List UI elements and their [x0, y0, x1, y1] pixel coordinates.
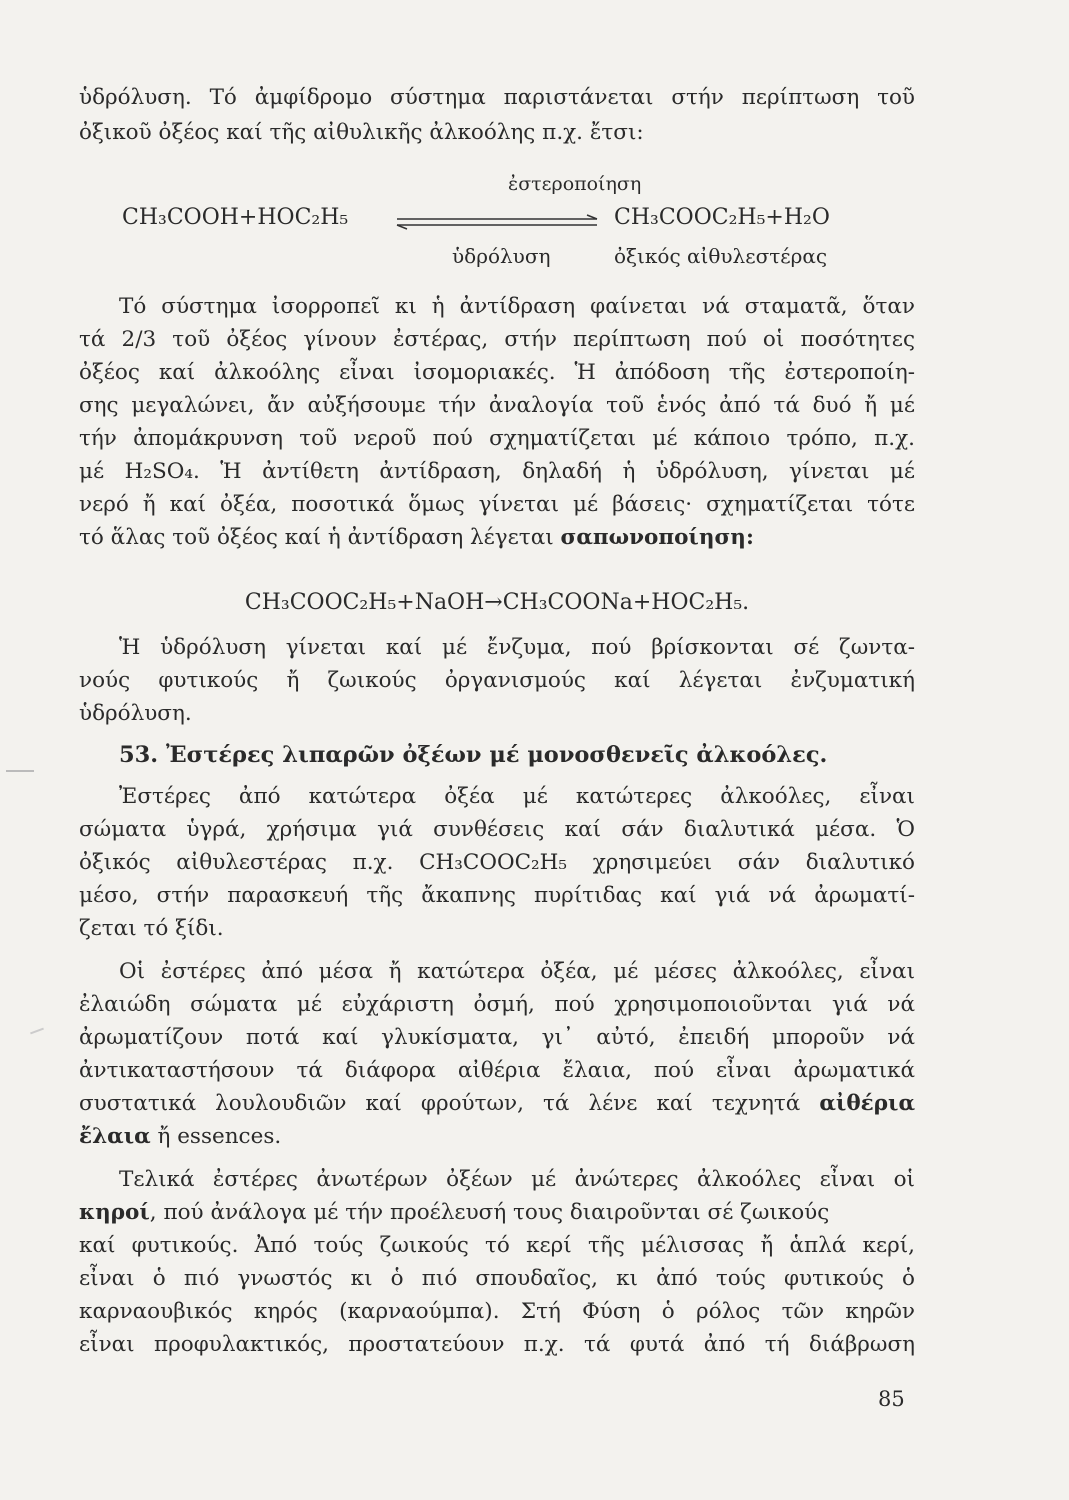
text-line — [79, 1122, 915, 1152]
margin-mark — [30, 1028, 44, 1035]
text-line: Οἱ ἐστέρες ἀπό μέσα ἤ κατώτερα ὀξέα, μέ μέσες ἀλκοόλες, εἶναι — [119, 959, 915, 984]
equilibrium-arrows-icon — [393, 214, 601, 230]
text-line — [79, 1089, 915, 1119]
text-line: εἶναι προφυλακτικός, προστατεύουν π.χ. τά φυτά ἀπό τή διάβρωση — [79, 1332, 915, 1357]
margin-mark — [6, 770, 34, 772]
text-line: Τό σύστημα ἰσορροπεῖ κι ἡ ἀντίδραση φαίνεται νά σταματᾶ, ὅταν — [119, 294, 915, 319]
text-line — [79, 523, 915, 553]
text-line: ὑδρόλυση. Τό ἀμφίδρομο σύστημα παριστάνεται στήν περίπτωση τοῦ — [79, 85, 915, 110]
text-line: μέ H₂SO₄. Ἡ ἀντίθετη ἀντίδραση, δηλαδή ἡ ὑδρόλυση, γίνεται μέ — [79, 459, 915, 484]
text-line: τά 2/3 τοῦ ὀξέος γίνουν ἐστέρας, στήν περίπτωση πού οἱ ποσότητες — [79, 327, 915, 352]
equation-products: CH₃COOC₂H₅+H₂O — [614, 205, 830, 230]
equation-reactants: CH₃COOH+HOC₂H₅ — [122, 205, 349, 230]
text-line: ἐλαιώδη σώματα μέ εὐχάριστη ὀσμή, πού χρησιμοποιοῦνται γιά νά — [79, 992, 915, 1017]
text-span: ἤ essences. — [157, 1124, 282, 1149]
text-line: ὀξικός αἰθυλεστέρας π.χ. CH₃COOC₂H₅ χρησιμεύει σάν διαλυτικό — [79, 850, 915, 875]
text-line — [79, 1198, 915, 1228]
text-line: σώματα ὑγρά, χρήσιμα γιά συνθέσεις καί σάν διαλυτικά μέσα. Ὁ — [79, 817, 915, 842]
term-saponification: σαπωνοποίηση: — [560, 525, 754, 550]
term-keroi: κηροί — [79, 1200, 150, 1225]
text-span: , πού ἀνάλογα μέ τήν προέλευσή τους διαιροῦνται σέ ζωικούς — [149, 1200, 830, 1225]
text-line: μέσο, στήν παρασκευή τῆς ἄκαπνης πυρίτιδας καί γιά νά ἀρωματί- — [79, 883, 915, 908]
text-span: συστατικά λουλουδιῶν καί φρούτων, τά λένε καί τεχνητά — [79, 1091, 801, 1116]
esterification-label: ἐστεροποίηση — [508, 173, 642, 195]
saponification-equation: CH₃COOC₂H₅+NaOH→CH₃COONa+HOC₂H₅. — [244, 590, 750, 615]
text-line: ὀξικοῦ ὀξέος καί τῆς αἰθυλικῆς ἀλκοόλης π.χ. ἔτσι: — [79, 120, 644, 145]
text-line: νούς φυτικούς ἤ ζωικούς ὀργανισμούς καί λέγεται ἐνζυματική — [79, 668, 915, 693]
text-line: Ἡ ὑδρόλυση γίνεται καί μέ ἔνζυμα, πού βρίσκονται σέ ζωντα- — [119, 635, 915, 660]
product-label: ὀξικός αἰθυλεστέρας — [614, 244, 828, 268]
text-line: νερό ἤ καί ὀξέα, ποσοτικά ὅμως γίνεται μέ βάσεις· σχηματίζεται τότε — [79, 492, 915, 517]
text-line: Τελικά ἐστέρες ἀνωτέρων ὀξέων μέ ἀνώτερες ἀλκοόλες εἶναι οἱ — [119, 1167, 915, 1192]
text-line: ἀρωματίζουν ποτά καί γλυκίσματα, γι᾽ αὐτό, ἐπειδή μποροῦν νά — [79, 1025, 915, 1050]
hydrolysis-label: ὑδρόλυση — [452, 244, 551, 268]
text-span: τό ἅλας τοῦ ὀξέος καί ἡ ἀντίδραση λέγεται — [79, 525, 554, 550]
text-line: ὀξέος καί ἀλκοόλης εἶναι ἰσομοριακές. Ἡ ἀπόδοση τῆς ἐστεροποίη- — [79, 360, 915, 385]
text-line: εἶναι ὁ πιό γνωστός κι ὁ πιό σπουδαῖος, κι ἀπό τούς φυτικούς ὁ — [79, 1266, 915, 1291]
section-heading: 53. Ἐστέρες λιπαρῶν ὀξέων μέ μονοσθενεῖς ἀλκοόλες. — [119, 742, 828, 768]
text-line: ὑδρόλυση. — [79, 701, 192, 726]
term-aitheria: αἰθέρια — [819, 1091, 915, 1116]
text-line: τήν ἀπομάκρυνση τοῦ νεροῦ πού σχηματίζεται μέ κάποιο τρόπο, π.χ. — [79, 426, 915, 451]
text-line: Ἐστέρες ἀπό κατώτερα ὀξέα μέ κατώτερες ἀλκοόλες, εἶναι — [119, 784, 915, 809]
text-line: σης μεγαλώνει, ἄν αὐξήσουμε τήν ἀναλογία τοῦ ἑνός ἀπό τά δυό ἤ μέ — [79, 393, 915, 418]
text-line: καρναουβικός κηρός (καρναούμπα). Στή Φύση ὁ ρόλος τῶν κηρῶν — [79, 1299, 915, 1324]
page-number: 85 — [878, 1387, 905, 1411]
text-line: ἀντικαταστήσουν τά διάφορα αἰθέρια ἔλαια, πού εἶναι ἀρωματικά — [79, 1058, 915, 1083]
text-line: καί φυτικούς. Ἀπό τούς ζωικούς τό κερί τῆς μέλισσας ἤ ἁπλά κερί, — [79, 1233, 915, 1258]
term-elaia: ἔλαια — [79, 1124, 151, 1149]
text-line: ζεται τό ξίδι. — [79, 916, 224, 941]
